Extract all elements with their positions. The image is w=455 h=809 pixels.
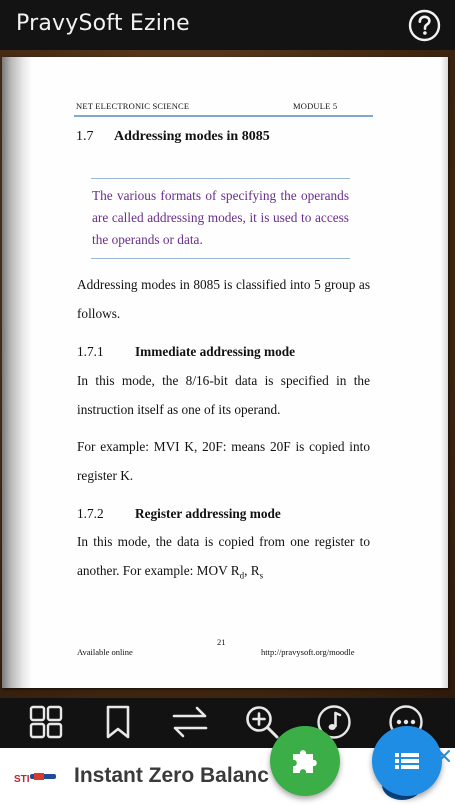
subscript-d: d — [239, 570, 245, 581]
book-page[interactable] — [2, 57, 448, 688]
help-icon[interactable] — [408, 9, 441, 42]
page-edge — [440, 57, 448, 688]
section-number: 1.7 — [76, 129, 94, 144]
page-spine-shadow — [2, 57, 32, 688]
app-title: PravySoft Ezine — [16, 11, 190, 36]
section-title: Addressing modes in 8085 — [114, 129, 270, 144]
subsection-title: Register addressing mode — [135, 506, 281, 521]
callout-bottom-rule — [91, 258, 350, 259]
callout-top-rule — [91, 178, 350, 179]
running-header-left: NET ELECTRONIC SCIENCE — [76, 101, 190, 111]
page-number: 21 — [217, 637, 226, 647]
footer-left: Available online — [77, 647, 133, 657]
immediate-mode-example: For example: MVI K, 20F: means 20F is copied into register K. — [77, 439, 370, 483]
ad-brand-text: STI — [14, 774, 30, 785]
immediate-mode-body: In this mode, the 8/16-bit data is specified in the instruction itself as one of its operand. — [77, 373, 370, 417]
app-bar — [0, 0, 455, 50]
ad-brand-logo — [14, 769, 56, 787]
header-rule — [74, 115, 373, 117]
subsection-heading-immediate — [77, 344, 295, 360]
register-mode-text-mid: , R — [244, 562, 260, 578]
ad-headline: Instant Zero Balanc — [74, 764, 269, 787]
subsection-heading-register — [77, 506, 281, 522]
contents-list-fab-button[interactable] — [372, 726, 442, 796]
list-icon — [391, 745, 423, 777]
section-heading — [76, 129, 270, 145]
subsection-title: Immediate addressing mode — [135, 344, 296, 359]
running-header-right: MODULE 5 — [293, 101, 338, 111]
subscript-s: s — [259, 570, 264, 581]
book-frame — [0, 50, 455, 698]
subsection-number: 1.7.2 — [77, 506, 104, 521]
footer-url: http://pravysoft.org/moodle — [261, 647, 355, 657]
intro-paragraph: Addressing modes in 8085 is classified into 5 group as follows. — [77, 277, 370, 321]
subsection-number: 1.7.1 — [77, 344, 104, 359]
puzzle-piece-icon — [289, 745, 321, 777]
swap-icon[interactable] — [172, 704, 208, 740]
definition-callout: The various formats of specifying the operands are called addressing modes, it is used to access the operands or data. — [92, 188, 349, 247]
extensions-fab-button[interactable] — [270, 726, 340, 796]
grid-icon[interactable] — [28, 704, 64, 740]
zoom-in-icon[interactable] — [244, 704, 280, 740]
register-mode-text: In this mode, the data is copied from one register to another. For example: MOV R — [77, 534, 370, 578]
bookmark-icon[interactable] — [100, 704, 136, 740]
register-mode-body — [77, 528, 370, 590]
